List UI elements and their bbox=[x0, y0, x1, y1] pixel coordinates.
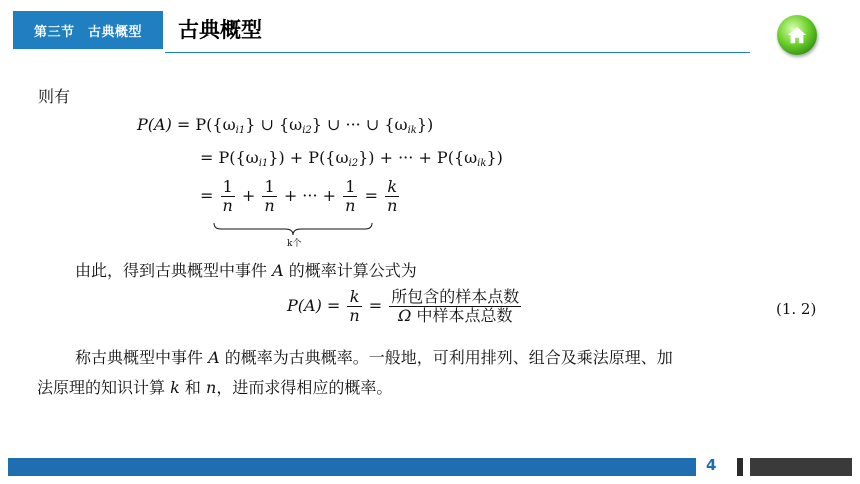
footer-mark bbox=[737, 458, 743, 476]
eq3-plus: + bbox=[241, 186, 256, 205]
event-symbol: A bbox=[272, 261, 284, 280]
page-title: 古典概型 bbox=[178, 18, 262, 42]
fraction-1-over-n bbox=[262, 178, 276, 215]
paragraph-line-2 bbox=[37, 375, 392, 398]
underbrace bbox=[213, 222, 373, 236]
paragraph-line-1 bbox=[75, 345, 673, 368]
eq2-b: }) + P({ω bbox=[268, 148, 349, 167]
frac-den: n bbox=[349, 306, 360, 325]
footer-bar bbox=[8, 458, 696, 476]
intro-text: 则有 bbox=[38, 87, 71, 106]
eq2-a: = P({ω bbox=[200, 148, 259, 167]
brace-label: k个 bbox=[287, 239, 302, 249]
para-text: 和 bbox=[184, 378, 201, 397]
equation-line-1 bbox=[137, 115, 433, 136]
eq1-rhs: = P({ω bbox=[176, 115, 236, 134]
frac-den: n bbox=[264, 196, 275, 215]
lead-sentence bbox=[75, 258, 417, 281]
fraction-k-over-n bbox=[385, 178, 399, 215]
para-text: ，进而求得相应的概率。 bbox=[216, 378, 393, 397]
frac-den: n bbox=[387, 196, 398, 215]
para-text: 称古典概型中事件 bbox=[75, 348, 204, 367]
eq1-sub2: i2 bbox=[302, 125, 312, 136]
formula-lhs: P(A) = bbox=[287, 296, 341, 315]
eq3-dots: + ··· + bbox=[283, 186, 337, 205]
eq2-sub1: i1 bbox=[258, 158, 269, 169]
lead-text: 由此，得到古典概型中事件 bbox=[75, 261, 268, 280]
eq2-sub2: i2 bbox=[348, 158, 359, 169]
equation-line-3 bbox=[200, 178, 401, 215]
frac-num: 1 bbox=[345, 177, 356, 196]
fraction-1-over-n bbox=[221, 178, 235, 215]
eq2-sub3: ik bbox=[477, 158, 487, 169]
eq3-equals-2: = bbox=[364, 186, 378, 205]
eq1-mid2: } ∪ ··· ∪ {ω bbox=[311, 115, 408, 134]
frac-num: k bbox=[387, 177, 398, 196]
eq2-d: }) bbox=[486, 148, 503, 167]
frac-num: 1 bbox=[222, 177, 233, 196]
page-number: 4 bbox=[706, 456, 717, 474]
frac-num: k bbox=[349, 287, 360, 306]
formula-equals: = bbox=[368, 296, 383, 315]
fraction-k-over-n bbox=[347, 288, 361, 325]
section-tag: 第三节 古典概型 bbox=[13, 11, 163, 49]
lead-text-end: 的概率计算公式为 bbox=[288, 261, 417, 280]
eq1-sub3: ik bbox=[407, 125, 417, 136]
event-symbol: A bbox=[208, 348, 220, 367]
formula-1-2 bbox=[287, 288, 523, 325]
frac-den: n bbox=[345, 196, 356, 215]
frac-den: n bbox=[222, 196, 233, 215]
header-divider bbox=[165, 52, 750, 53]
omega-symbol: Ω bbox=[398, 306, 412, 325]
footer-block bbox=[750, 458, 852, 476]
eq1-sub1: i1 bbox=[235, 125, 246, 136]
k-symbol: k bbox=[170, 378, 180, 397]
home-icon bbox=[786, 24, 808, 46]
eq1-mid1: } ∪ {ω bbox=[245, 115, 303, 134]
formula-numerator: 所包含的样本点数 bbox=[391, 287, 520, 306]
fraction-1-over-n bbox=[343, 178, 357, 215]
para-text: 法原理的知识计算 bbox=[37, 378, 166, 397]
eq3-equals: = bbox=[200, 186, 214, 205]
equation-line-2 bbox=[200, 148, 503, 169]
fraction-text bbox=[389, 288, 521, 325]
eq1-lhs: P(A) bbox=[137, 115, 172, 134]
equation-number: (1. 2) bbox=[776, 300, 817, 318]
home-button[interactable] bbox=[777, 15, 817, 55]
n-symbol: n bbox=[206, 378, 217, 397]
frac-num: 1 bbox=[264, 177, 275, 196]
para-text: 的概率为古典概率。一般地，可利用排列、组合及乘法原理、加 bbox=[224, 348, 673, 367]
formula-denominator: 中样本点总数 bbox=[411, 306, 513, 325]
eq2-c: }) + ··· + P({ω bbox=[358, 148, 478, 167]
eq1-end: }) bbox=[416, 115, 434, 134]
